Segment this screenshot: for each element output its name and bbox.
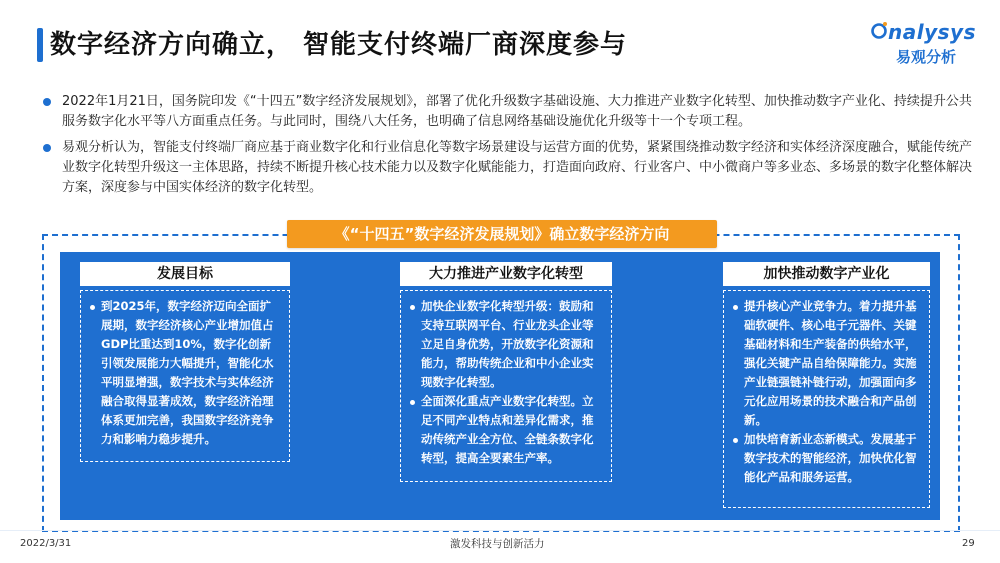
column-item-text: 加快企业数字化转型升级：鼓励和支持互联网平台、行业龙头企业等立足自身优势，开放数字化资源和能力，帮助传统企业和中小企业实现数字化转型。	[421, 299, 594, 389]
logo-wordmark: nalysys	[888, 20, 976, 44]
logo-a-icon	[870, 21, 888, 39]
analysys-logo	[870, 20, 980, 70]
column-item	[409, 392, 603, 468]
column-item-text: 提升核心产业竞争力。着力提升基础软硬件、核心电子元器件、关键基础材料和生产装备的供给水平，强化关键产品自给保障能力。实施产业链强链补链行动，加强面向多元化应用场景的技术融合和产品创新。	[744, 299, 917, 427]
footer-divider	[0, 530, 1000, 531]
column-goals	[80, 290, 290, 462]
column-industry-digitalization	[400, 290, 612, 482]
column-digital-industrialization	[723, 290, 930, 508]
plan-banner: 《“十四五”数字经济发展规划》确立数字经济方向	[287, 220, 717, 248]
column-item	[732, 297, 921, 430]
column-item	[409, 297, 603, 392]
page-number: 29	[962, 538, 975, 549]
intro-bullets	[40, 92, 975, 204]
column-title-industry-digitalization: 大力推进产业数字化转型	[400, 262, 612, 286]
bullet-text: 易观分析认为，智能支付终端厂商应基于商业数字化和行业信息化等数字场景建设与运营方面的优势，紧紧围绕推动数字经济和实体经济深度融合，赋能传统产业数字化转型升级这一主体思路，持续不断提升核心技术能力以及数字化赋能能力，打造面向政府、行业客户、中小微商户等多业态、多场景的数字化整体解决方案，深度参与中国实体经济的数字化转型。	[62, 140, 973, 195]
title-accent-bar	[37, 28, 43, 62]
column-item	[732, 430, 921, 487]
column-title-digital-industrialization: 加快推动数字产业化	[723, 262, 930, 286]
footer-date: 2022/3/31	[20, 538, 72, 549]
bullet-dot-icon	[410, 305, 415, 310]
bullet-text: 2022年1月21日，国务院印发《“十四五”数字经济发展规划》，部署了优化升级数字基础设施、大力推进产业数字化转型、加快推动数字产业化、持续提升公共服务数字化水平等八方面重点任务。与此同时，围绕八大任务，也明确了信息网络基础设施优化升级等十一个专项工程。	[62, 94, 972, 129]
logo-chinese: 易观分析	[896, 48, 957, 66]
bullet-dot-icon	[733, 305, 738, 310]
bullet-dot-icon	[410, 400, 415, 405]
footer-slogan: 激发科技与创新活力	[450, 538, 545, 550]
bullet-dot-icon	[43, 98, 51, 106]
column-item	[89, 297, 281, 449]
column-item-text: 加快培育新业态新模式。发展基于数字技术的智能经济，加快优化智能化产品和服务运营。	[744, 432, 917, 484]
column-item-text: 到2025年，数字经济迈向全面扩展期，数字经济核心产业增加值占GDP比重达到10%，数字化创新引领发展能力大幅提升，智能化水平明显增强，数字技术与实体经济融合取得显著成效，数字经济治理体系更加完善，我国数字经济竞争力和影响力稳步提升。	[101, 299, 274, 446]
page-title: 数字经济方向确立， 智能支付终端厂商深度参与	[50, 30, 628, 60]
bullet-item	[40, 138, 975, 198]
bullet-dot-icon	[43, 144, 51, 152]
bullet-item	[40, 92, 975, 132]
bullet-dot-icon	[90, 305, 95, 310]
column-title-goals: 发展目标	[80, 262, 290, 286]
bullet-dot-icon	[733, 438, 738, 443]
column-item-text: 全面深化重点产业数字化转型。立足不同产业特点和差异化需求，推动传统产业全方位、全链条数字化转型，提高全要素生产率。	[421, 394, 594, 465]
